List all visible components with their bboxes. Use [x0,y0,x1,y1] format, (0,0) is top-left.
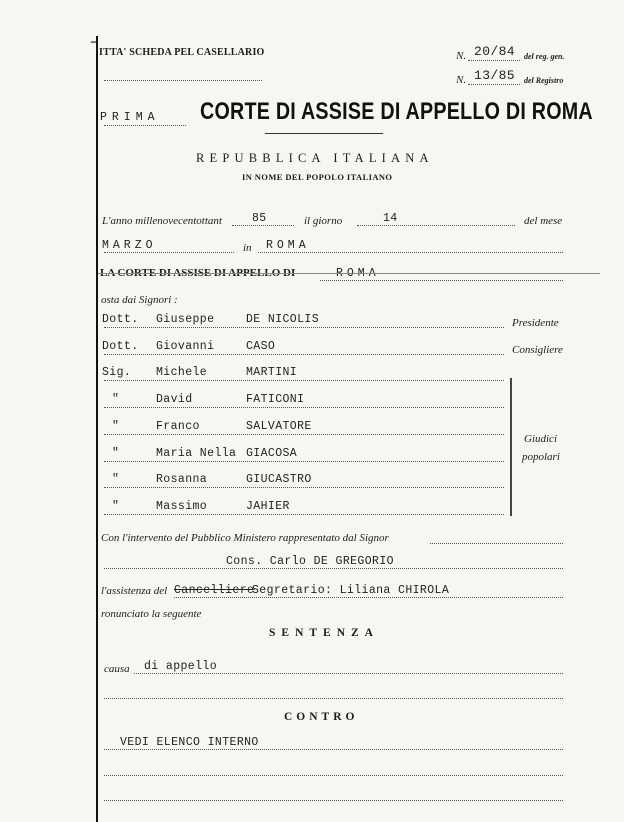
court-title: CORTE DI ASSISE DI APPELLO DI ROMA [200,98,593,125]
mese-dotted [104,252,234,253]
member-title: " [112,500,120,513]
contro-dotted-1 [104,749,563,750]
pm-value: Cons. Carlo DE GREGORIO [226,555,394,568]
member-last-name: MARTINI [246,366,298,379]
mese-label: del mese [524,215,563,227]
corte-dotted [320,280,563,281]
causa-label: causa [104,663,130,675]
reg-gen-prefix: N. [456,50,467,62]
registro-dotted [468,84,520,85]
mese-value: MARZO [102,239,157,252]
assistenza-dotted [174,597,563,598]
corner-mark: ┐ [91,34,103,51]
pronunciato-label: ronunciato la seguente [101,608,202,620]
sentenza-heading: SENTENZA [269,627,379,639]
member-first-name: Massimo [156,500,208,513]
contro-value: VEDI ELENCO INTERNO [120,736,259,749]
reg-gen-value: 20/84 [474,44,516,59]
member-first-name: Giovanni [156,340,215,353]
court-section-dotted [104,125,186,126]
registro-value: 13/85 [474,68,516,83]
city-dotted [258,252,563,253]
anno-dotted [232,225,294,226]
reg-gen-suffix: del reg. gen. [524,52,565,61]
title-underline [265,133,383,134]
member-last-name: DE NICOLIS [246,313,320,326]
pm-dotted-2 [104,568,563,569]
member-dotted-line [104,434,504,435]
member-title: Dott. [102,313,139,326]
member-title: Dott. [102,340,139,353]
member-first-name: Franco [156,420,200,433]
anno-label: L'anno millenovecentottant [102,215,222,227]
member-last-name: SALVATORE [246,420,312,433]
assistenza-value: Segretario: Liliana CHIROLA [252,584,450,597]
composta-label: osta dai Signori : [101,294,178,306]
popolari-label: popolari [522,451,560,463]
assistenza-struck: Cancelliere [174,584,255,597]
giudici-label: Giudici [524,433,557,445]
city-value: ROMA [266,239,310,252]
reg-gen-dotted [468,60,520,61]
member-title: " [112,473,120,486]
corte-value: ROMA [336,267,380,280]
member-first-name: Maria Nella [156,447,237,460]
registro-suffix: del Registro [524,76,564,85]
in-label: in [243,242,252,254]
giudici-bracket [510,378,512,516]
pm-label: Con l'intervento del Pubblico Ministero rappresentato dal Signor [101,532,389,544]
member-last-name: GIACOSA [246,447,298,460]
member-first-name: Michele [156,366,208,379]
member-first-name: David [156,393,193,406]
causa-dotted-1 [134,673,563,674]
member-dotted-line [104,514,504,515]
corte-separator [98,273,600,274]
member-title: " [112,447,120,460]
giorno-dotted [357,225,515,226]
causa-dotted-2 [104,698,563,699]
court-section: PRIMA [100,111,160,124]
scheda-dotted-line [104,80,262,81]
scheda-label: ITTA' SCHEDA PEL CASELLARIO [99,47,265,58]
contro-dotted-3 [104,800,563,801]
giorno-value: 14 [383,212,398,225]
member-dotted-line [104,487,504,488]
causa-value: di appello [144,660,218,673]
member-first-name: Giuseppe [156,313,215,326]
member-title: " [112,420,120,433]
member-last-name: CASO [246,340,276,353]
registro-prefix: N. [456,74,467,86]
member-dotted-line [104,461,504,462]
member-dotted-line [104,407,504,408]
anno-value: 85 [252,212,267,225]
assistenza-label: l'assistenza del [101,585,168,597]
member-dotted-line [104,354,504,355]
member-role: Consigliere [512,344,563,356]
member-title: Sig. [102,366,132,379]
member-title: " [112,393,120,406]
member-last-name: FATICONI [246,393,305,406]
contro-dotted-2 [104,775,563,776]
member-dotted-line [104,327,504,328]
member-role: Presidente [512,317,559,329]
member-last-name: JAHIER [246,500,290,513]
corte-label: LA CORTE DI ASSISE DI APPELLO DI [100,267,296,279]
member-dotted-line [104,380,504,381]
pm-dotted-1 [430,543,563,544]
popolo-heading: IN NOME DEL POPOLO ITALIANO [242,172,393,182]
republic-heading: REPUBBLICA ITALIANA [196,151,434,165]
member-first-name: Rosanna [156,473,208,486]
giorno-label: il giorno [304,215,343,227]
contro-heading: CONTRO [284,711,359,723]
member-last-name: GIUCASTRO [246,473,312,486]
left-margin-rule [96,36,98,822]
